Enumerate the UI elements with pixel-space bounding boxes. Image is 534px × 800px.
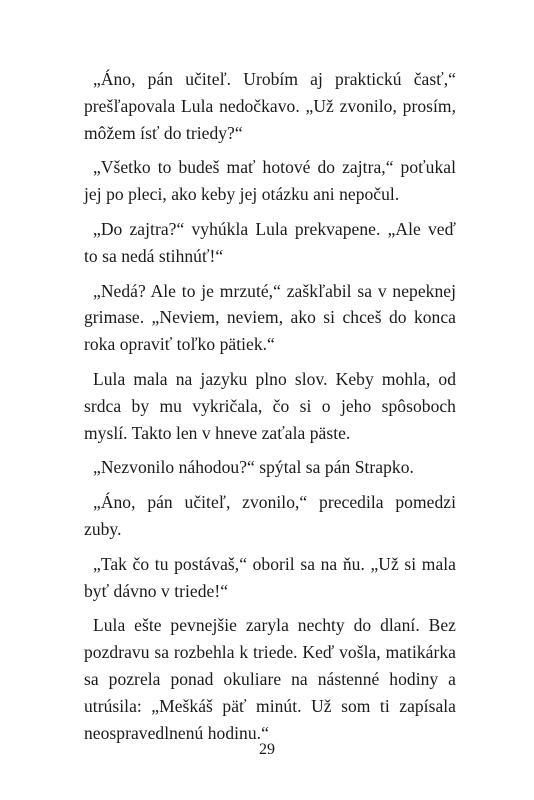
paragraph: „Nedá? Ale to je mrzuté,“ zaškľabil sa v nepeknej grimase. „Neviem, neviem, ako si chceš do konca roka opraviť toľko pätiek.“ — [84, 280, 456, 355]
paragraph: „Do zajtra?“ vyhúkla Lula prekvapene. „Ale veď to sa nedá stihnúť!“ — [84, 218, 456, 266]
page-number: 29 — [259, 741, 275, 758]
page-body — [84, 66, 456, 754]
paragraph: Lula mala na jazyku plno slov. Keby mohla, od srdca by mu vykričala, čo si o jeho spôsoboch myslí. Takto len v hneve zaťala päste. — [84, 368, 456, 443]
paragraph: „Áno, pán učiteľ. Urobím aj praktickú časť,“ prešľapovala Lula nedočkavo. „Už zvonilo, prosím, môžem ísť do triedy?“ — [84, 69, 456, 143]
paragraph: „Nezvonilo náhodou?“ spýtal sa pán Strapko. — [93, 457, 414, 478]
paragraph: Lula ešte pevnejšie zaryla nechty do dlaní. Bez pozdravu sa rozbehla k triede. Keď vošla, matikárka sa pozrela ponad okuliare na nástenné hodiny a utrúsila: „Meškáš päť minút. Už som ti zapísala neospravedlnenú hodinu.“ — [84, 615, 456, 743]
paragraph: „Tak čo tu postávaš,“ oboril sa na ňu. „Už si mala byť dávno v triede!“ — [84, 553, 456, 601]
paragraph: „Áno, pán učiteľ, zvonilo,“ precedila pomedzi zuby. — [84, 492, 456, 539]
paragraph: „Všetko to budeš mať hotové do zajtra,“ poťukal jej po pleci, ako keby jej otázku ani nepočul. — [84, 157, 456, 205]
